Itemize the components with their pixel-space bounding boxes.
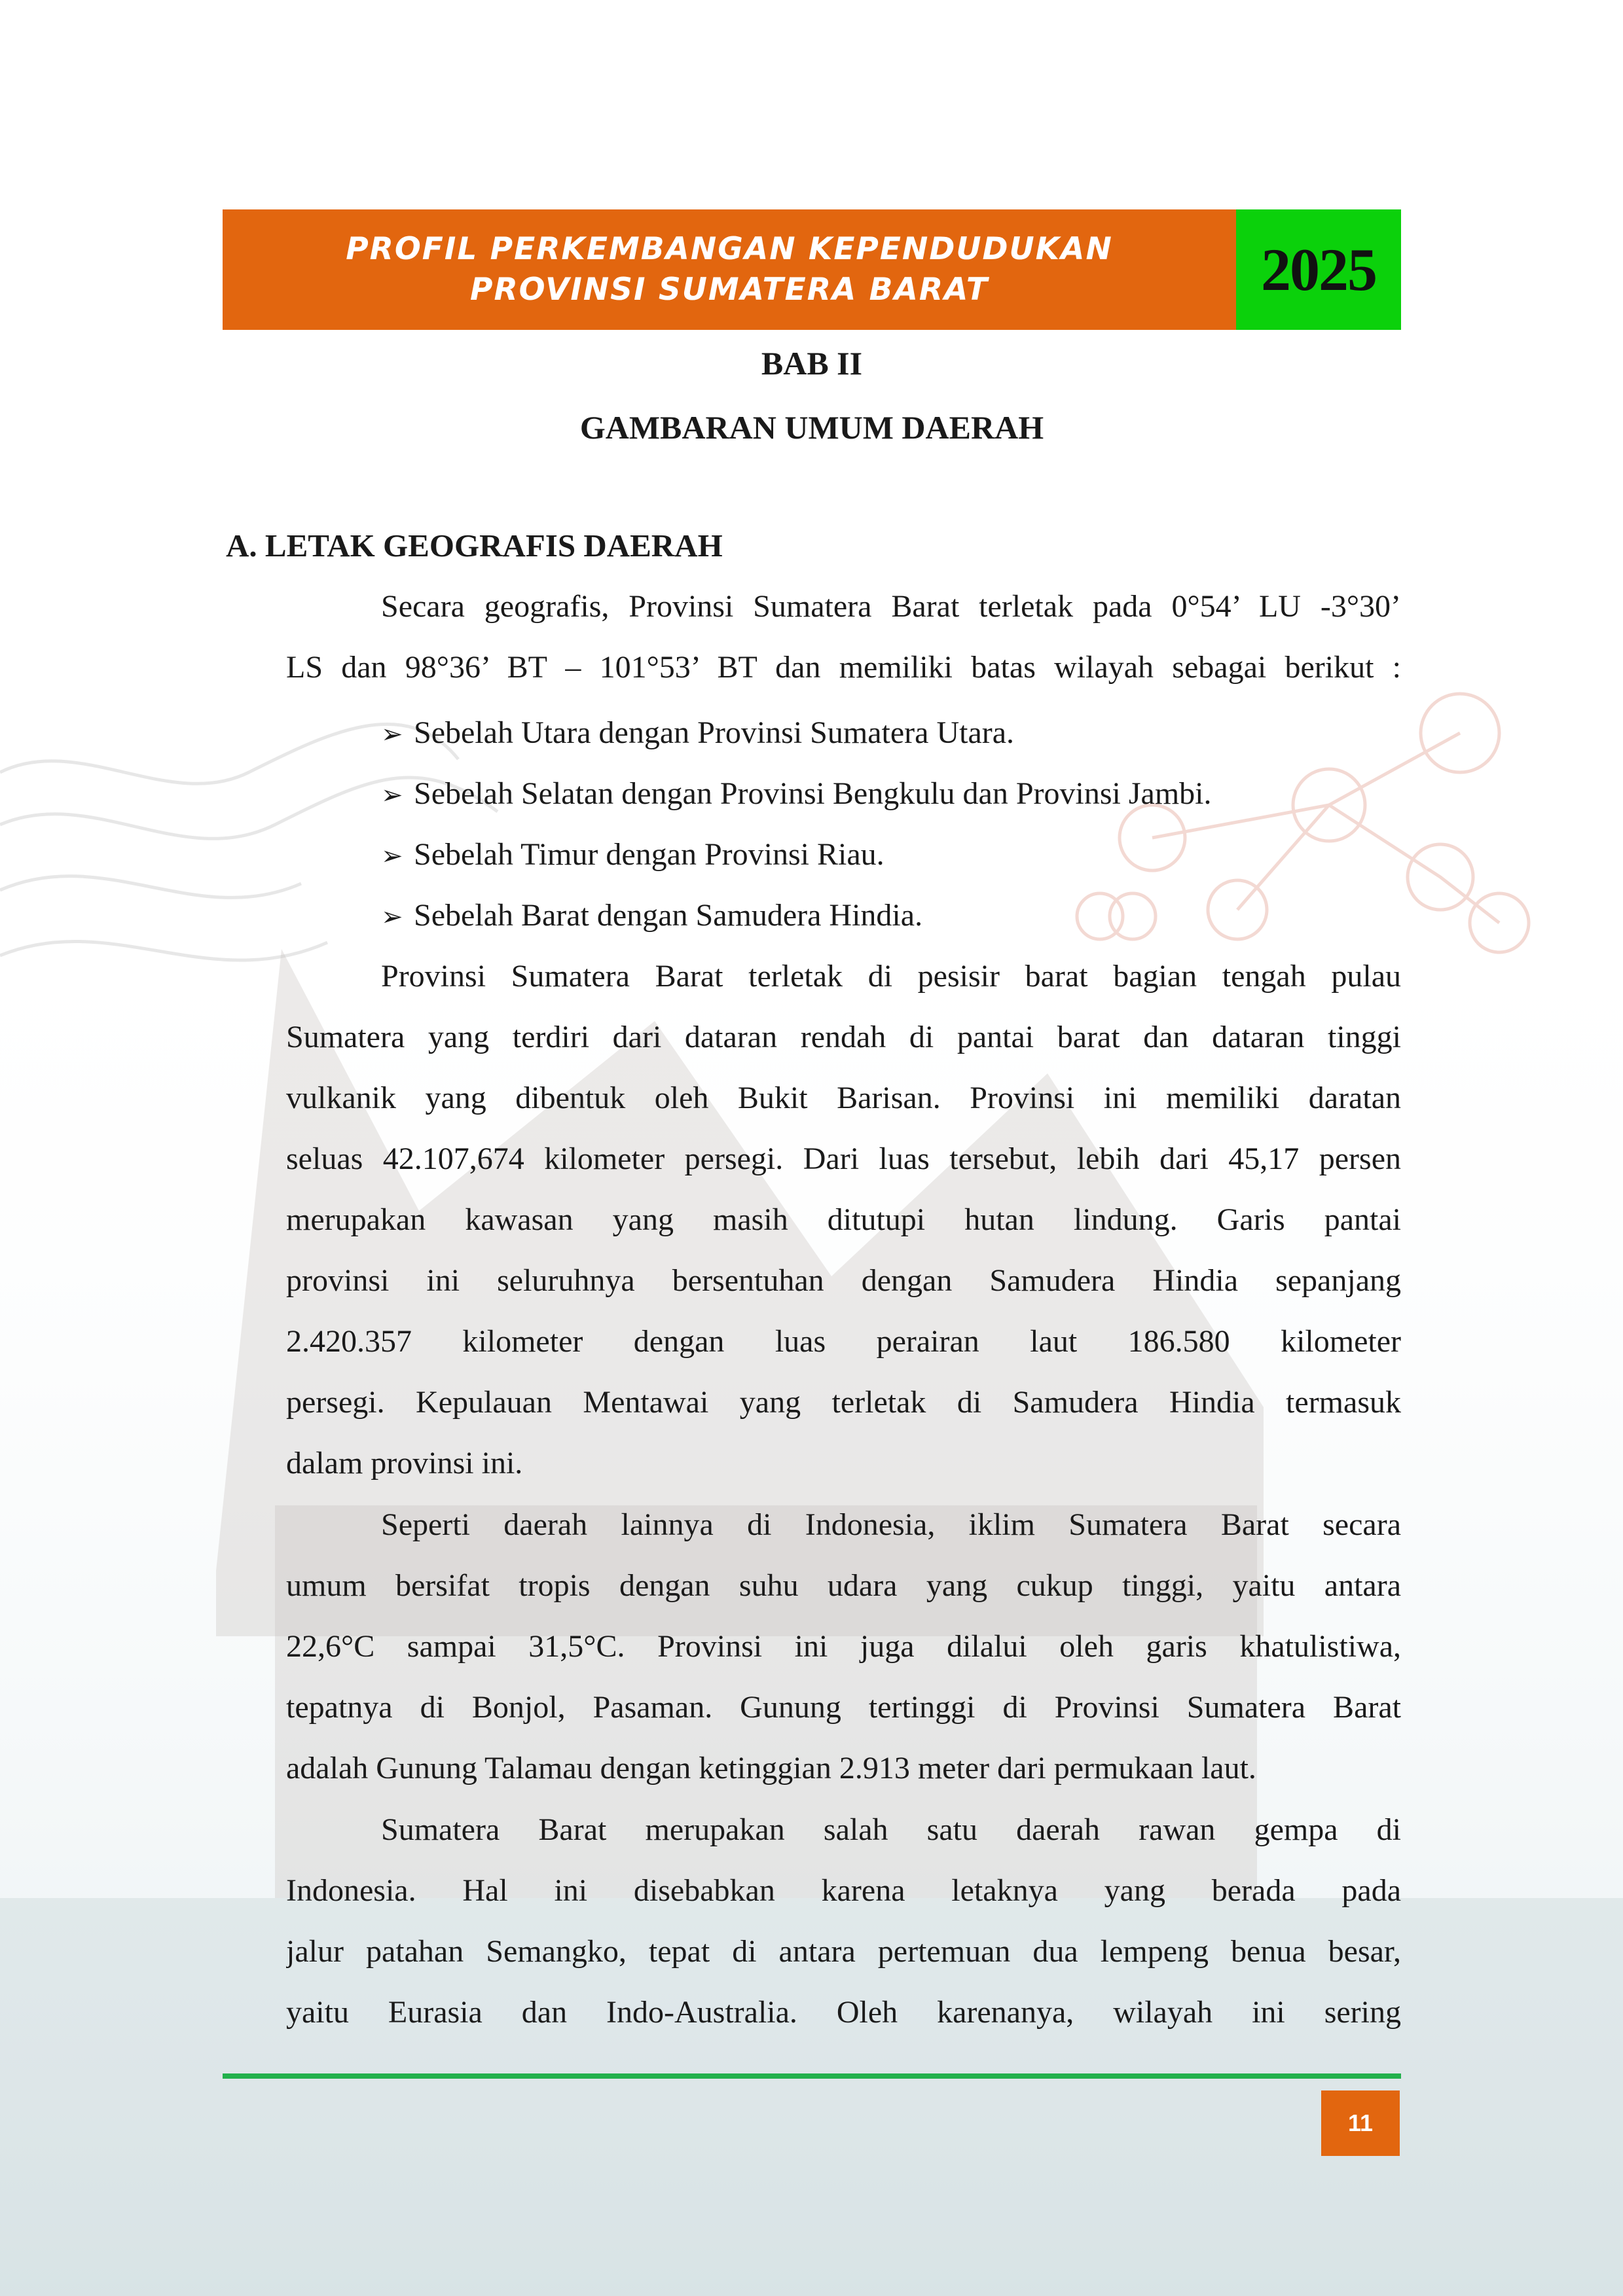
text-line: Provinsi Sumatera Barat terletak di pesisir barat bagian tengah pulau	[381, 959, 1401, 994]
arrow-bullet-icon: ➢	[381, 902, 403, 932]
chapter-number: BAB II	[761, 345, 863, 382]
report-year-badge: 2025	[1236, 209, 1401, 330]
text-line: persegi. Kepulauan Mentawai yang terletak di Samudera Hindia termasuk	[286, 1385, 1401, 1420]
arrow-bullet-icon: ➢	[381, 719, 403, 749]
report-title-line2: PROVINSI SUMATERA BARAT	[470, 272, 989, 308]
text-line: provinsi ini seluruhnya bersentuhan dengan Samudera Hindia sepanjang	[286, 1263, 1401, 1298]
text-line: dalam provinsi ini.	[286, 1446, 523, 1480]
text-line: seluas 42.107,674 kilometer persegi. Dari luas tersebut, lebih dari 45,17 persen	[286, 1141, 1401, 1176]
list-item-text: Sebelah Barat dengan Samudera Hindia.	[414, 898, 923, 933]
report-header	[223, 209, 1401, 330]
report-title-line1: PROFIL PERKEMBANGAN KEPENDUDUKAN	[346, 231, 1113, 267]
text-line: vulkanik yang dibentuk oleh Bukit Barisan. Provinsi ini memiliki daratan	[286, 1081, 1401, 1115]
arrow-bullet-icon: ➢	[381, 780, 403, 810]
border-list	[381, 702, 1212, 946]
list-item-text: Sebelah Selatan dengan Provinsi Bengkulu dan Provinsi Jambi.	[414, 776, 1212, 811]
text-line: umum bersifat tropis dengan suhu udara yang cukup tinggi, yaitu antara	[286, 1568, 1401, 1603]
list-item	[381, 824, 1212, 885]
text-line: adalah Gunung Talamau dengan ketinggian 2.913 meter dari permukaan laut.	[286, 1751, 1256, 1785]
paragraph-geography	[286, 946, 1401, 1494]
paragraph-climate	[286, 1494, 1401, 1799]
chapter-title: GAMBARAN UMUM DAERAH	[579, 409, 1044, 446]
text-line: Sumatera yang terdiri dari dataran rendah di pantai barat dan dataran tinggi	[286, 1020, 1401, 1054]
text-line: merupakan kawasan yang masih ditutupi hutan lindung. Garis pantai	[286, 1202, 1401, 1237]
list-item	[381, 763, 1212, 824]
text-line: yaitu Eurasia dan Indo-Australia. Oleh karenanya, wilayah ini sering	[286, 1995, 1401, 2030]
section-heading: A. LETAK GEOGRAFIS DAERAH	[226, 528, 723, 564]
text-line: 2.420.357 kilometer dengan luas perairan laut 186.580 kilometer	[286, 1324, 1401, 1359]
text-line: LS dan 98°36’ BT – 101°53’ BT dan memiliki batas wilayah sebagai berikut :	[286, 650, 1401, 685]
text-line: Seperti daerah lainnya di Indonesia, iklim Sumatera Barat secara	[381, 1507, 1401, 1542]
page-number: 11	[1321, 2090, 1400, 2156]
report-title-banner	[223, 209, 1236, 330]
text-line: tepatnya di Bonjol, Pasaman. Gunung tertinggi di Provinsi Sumatera Barat	[286, 1690, 1401, 1725]
arrow-bullet-icon: ➢	[381, 841, 403, 871]
text-line: Secara geografis, Provinsi Sumatera Barat terletak pada 0°54’ LU -3°30’	[381, 589, 1401, 624]
text-line: jalur patahan Semangko, tepat di antara pertemuan dua lempeng benua besar,	[286, 1934, 1401, 1969]
text-line: 22,6°C sampai 31,5°C. Provinsi ini juga dilalui oleh garis khatulistiwa,	[286, 1629, 1401, 1664]
paragraph-intro	[286, 576, 1401, 698]
footer-divider	[223, 2073, 1401, 2079]
list-item	[381, 702, 1212, 763]
list-item-text: Sebelah Timur dengan Provinsi Riau.	[414, 837, 884, 872]
list-item	[381, 885, 1212, 946]
text-line: Indonesia. Hal ini disebabkan karena letaknya yang berada pada	[286, 1873, 1401, 1908]
text-line: Sumatera Barat merupakan salah satu daerah rawan gempa di	[381, 1812, 1401, 1847]
paragraph-earthquake	[286, 1799, 1401, 2043]
list-item-text: Sebelah Utara dengan Provinsi Sumatera Utara.	[414, 715, 1015, 750]
